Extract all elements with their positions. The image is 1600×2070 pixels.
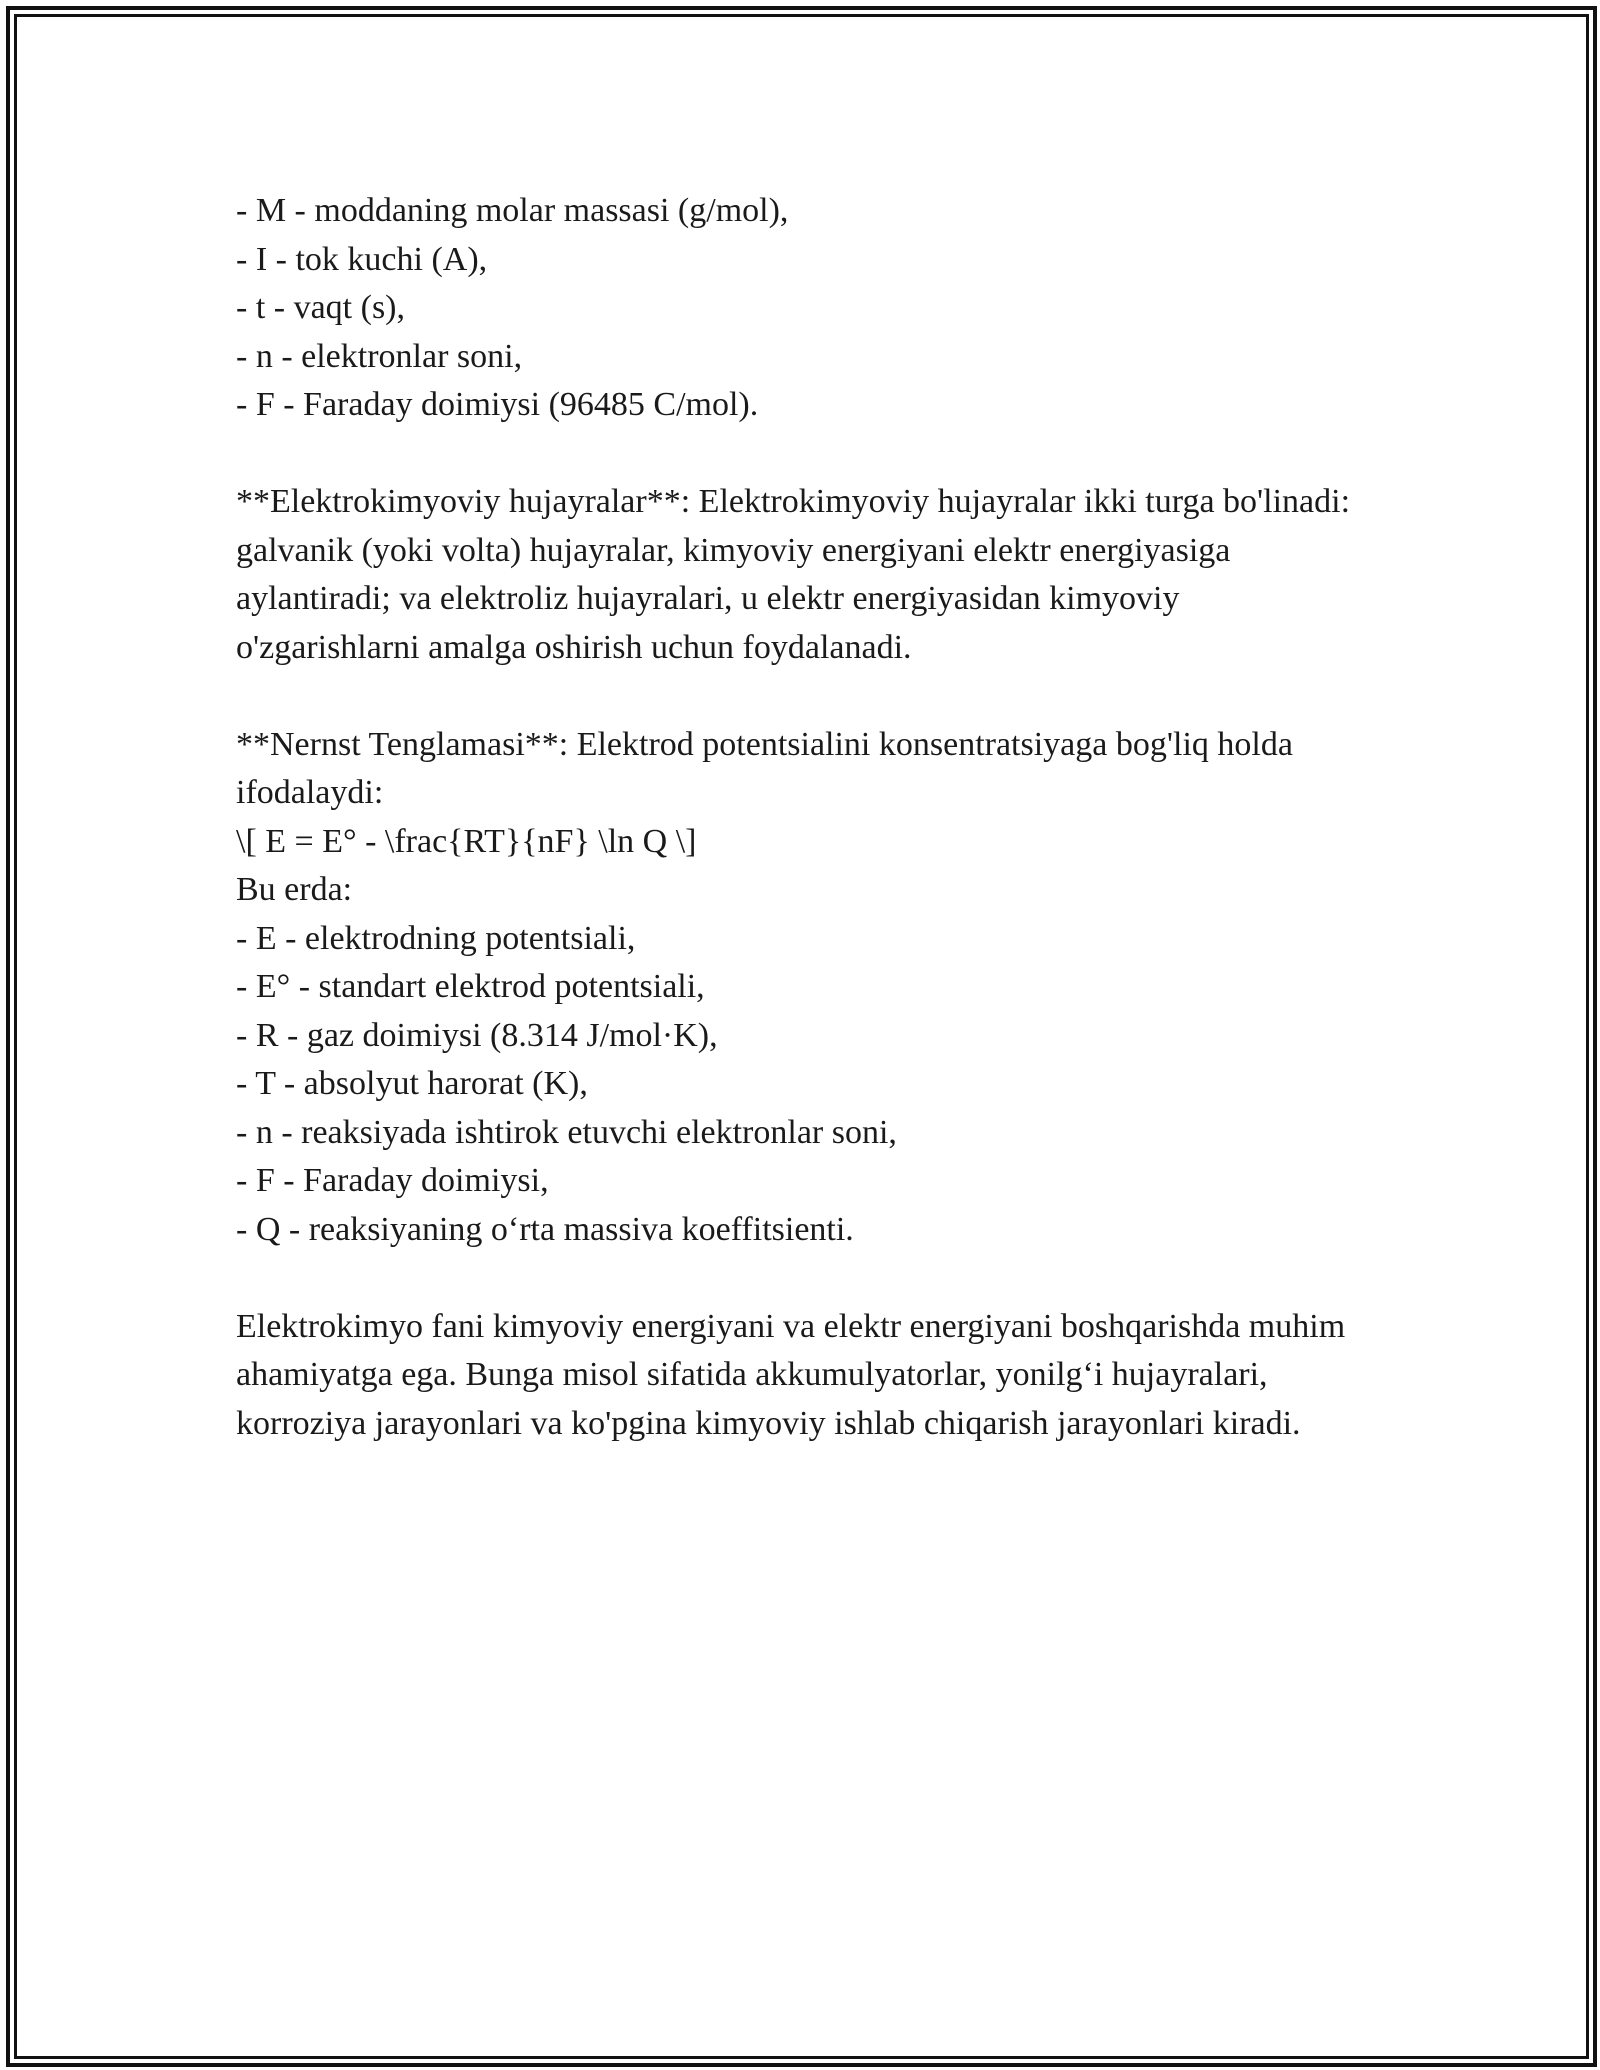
list-item: - M - moddaning molar massasi (g/mol), <box>236 192 789 229</box>
list-item: - F - Faraday doimiysi (96485 C/mol). <box>236 386 759 423</box>
list-item: - F - Faraday doimiysi, <box>236 1162 549 1199</box>
bu-erda-label: Bu erda: <box>236 871 353 908</box>
document-body <box>236 187 1366 1448</box>
paragraph-nernst-intro: **Nernst Tenglamasi**: Elektrod potentsialini konsentratsiyaga bog'liq holda ifodalaydi: <box>236 725 1293 811</box>
list-item: - T - absolyut harorat (K), <box>236 1065 588 1102</box>
nernst-formula: \[ E = E° - \frac{RT}{nF} \ln Q \] <box>236 822 697 860</box>
list-item: - n - elektronlar soni, <box>236 337 523 375</box>
paragraph-gap <box>236 1254 1366 1303</box>
list-item: - t - vaqt (s), <box>236 289 406 326</box>
paragraph-gap <box>236 430 1366 479</box>
list-item: - R - gaz doimiysi (8.314 J/mol·K), <box>236 1016 718 1054</box>
paragraph-conclusion: Elektrokimyo fani kimyoviy energiyani va elektr energiyani boshqarishda muhim ahamiyatga ega. Bunga misol sifatida akkumulyatorlar, yonilg‘i hujayralari, korroziya jarayonlari va ko'pgina kimyoviy ishlab chiqarish jarayonlari kiradi. <box>236 1307 1346 1442</box>
variables-list-2 <box>236 915 1366 1255</box>
list-item: - E - elektrodning potentsiali, <box>236 919 636 957</box>
list-item: - I - tok kuchi (A), <box>236 240 488 278</box>
list-item: - E° - standart elektrod potentsiali, <box>236 968 705 1005</box>
paragraph-electrochemical-cells: **Elektrokimyoviy hujayralar**: Elektrokimyoviy hujayralar ikki turga bo'linadi: galvanik (yoki volta) hujayralar, kimyoviy energiyani elektr energiyasiga aylantiradi; va elektroliz hujayralari, u elektr energiyasidan kimyoviy o'zgarishlarni amalga oshirish uchun foydalanadi. <box>236 483 1351 666</box>
variables-list-1 <box>236 187 1366 430</box>
list-item: - Q - reaksiyaning o‘rta massiva koeffitsienti. <box>236 1210 854 1248</box>
paragraph-gap <box>236 672 1366 721</box>
list-item: - n - reaksiyada ishtirok etuvchi elektronlar soni, <box>236 1113 897 1151</box>
